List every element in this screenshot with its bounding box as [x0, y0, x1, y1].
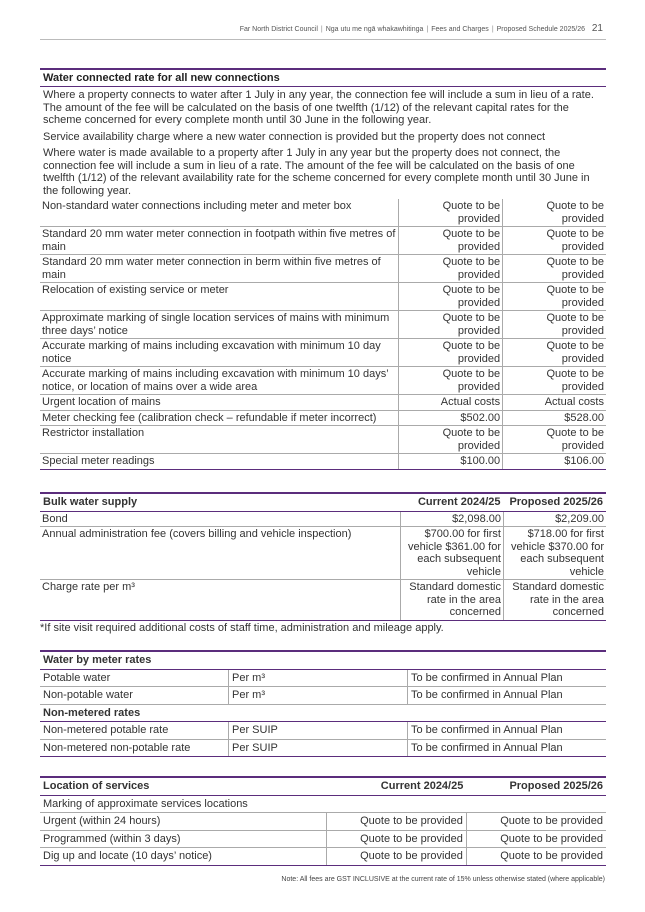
- fee-item: Standard 20 mm water meter connection in footpath within five metres of main: [40, 227, 399, 255]
- fee-item: Meter checking fee (calibration check – refundable if meter incorrect): [40, 410, 399, 426]
- proposed-fee: Quote to be provided: [466, 830, 606, 848]
- rate-unit: Per SUIP: [229, 739, 408, 757]
- proposed-fee: Quote to be provided: [466, 848, 606, 866]
- rate-unit: Per SUIP: [229, 722, 408, 740]
- table-row: [40, 283, 606, 311]
- subsection-row: [40, 704, 606, 722]
- table-row: [40, 527, 606, 580]
- proposed-fee: Quote to be provided: [503, 426, 606, 454]
- table-row: [40, 687, 606, 705]
- table-row: [40, 511, 606, 527]
- table-row: [40, 227, 606, 255]
- column-header: Location of services: [40, 777, 326, 795]
- fee-item: Bond: [40, 511, 401, 527]
- table-row: [40, 410, 606, 426]
- column-header: Proposed 2025/26: [504, 493, 607, 511]
- current-fee: Quote to be provided: [399, 426, 503, 454]
- meter-rates-table: [40, 650, 606, 757]
- header-section: Fees and Charges: [431, 26, 489, 33]
- proposed-fee: Quote to be provided: [466, 813, 606, 831]
- proposed-fee: $528.00: [503, 410, 606, 426]
- table-row: [40, 722, 606, 740]
- page-header: [0, 23, 645, 43]
- meter-rates-section: [40, 650, 606, 757]
- page-number: 21: [591, 23, 603, 34]
- table-row: [40, 199, 606, 227]
- proposed-fee: Quote to be provided: [503, 283, 606, 311]
- table-row: [40, 311, 606, 339]
- proposed-fee: Actual costs: [503, 395, 606, 411]
- rate-value: To be confirmed in Annual Plan: [408, 669, 607, 687]
- bulk-water-section: [40, 492, 606, 621]
- fee-item: Accurate marking of mains including excavation with minimum 10 day notice: [40, 339, 399, 367]
- paragraph: Where a property connects to water after 1 July in any year, the connection fee will include a sum in lieu of a rate. The amount of the fee will be calculated on the basis of one twelfth (1/12) of the relevant capital rates for the scheme concerned for every complete month until 30 June in the following year.: [43, 89, 594, 126]
- fee-item: Charge rate per m³: [40, 580, 401, 621]
- proposed-fee: Quote to be provided: [503, 255, 606, 283]
- column-header: Bulk water supply: [40, 493, 401, 511]
- table-row: [40, 580, 606, 621]
- section-title: Water connected rate for all new connections: [40, 68, 606, 87]
- rate-value: To be confirmed in Annual Plan: [408, 687, 607, 705]
- column-header: Current 2024/25: [326, 777, 466, 795]
- paragraph: Where water is made available to a property after 1 July in any year but the property does not connect, the connection fee will include a sum in lieu of a rate. The amount of the fee will be calculated on the basis of one twelfth (1/12) of the relevant availability rate for the scheme concerned for every complete month until 30 June in the following year.: [43, 147, 590, 197]
- table-row: [40, 739, 606, 757]
- current-fee: $100.00: [399, 454, 503, 470]
- table-row: [40, 339, 606, 367]
- paragraph: Service availability charge where a new water connection is provided but the property does not connect: [43, 130, 546, 143]
- proposed-fee: $106.00: [503, 454, 606, 470]
- header-maori-title: Nga utu me ngā whakawhitinga: [325, 26, 424, 33]
- rate-item: Non-metered potable rate: [40, 722, 229, 740]
- table-row: [40, 848, 606, 866]
- fee-item: Restrictor installation: [40, 426, 399, 454]
- proposed-fee: Standard domestic rate in the area concerned: [504, 580, 607, 621]
- current-fee: Quote to be provided: [326, 848, 466, 866]
- header-council: Far North District Council: [239, 26, 318, 33]
- proposed-fee: Quote to be provided: [503, 311, 606, 339]
- bulk-water-table: [40, 492, 606, 621]
- table-row: [40, 255, 606, 283]
- current-fee: Quote to be provided: [399, 367, 503, 395]
- rate-value: To be confirmed in Annual Plan: [408, 722, 607, 740]
- table-row: [40, 395, 606, 411]
- proposed-fee: Quote to be provided: [503, 199, 606, 227]
- current-fee: $502.00: [399, 410, 503, 426]
- proposed-fee: Quote to be provided: [503, 339, 606, 367]
- proposed-fee: Quote to be provided: [503, 367, 606, 395]
- fee-item: Urgent location of mains: [40, 395, 399, 411]
- service-item: Programmed (within 3 days): [40, 830, 326, 848]
- table-row: [40, 669, 606, 687]
- column-header: Current 2024/25: [401, 493, 504, 511]
- column-header: Proposed 2025/26: [466, 777, 606, 795]
- fee-item: Special meter readings: [40, 454, 399, 470]
- rate-item: Non-potable water: [40, 687, 229, 705]
- table-row: [40, 426, 606, 454]
- section-title: Water by meter rates: [40, 651, 606, 669]
- current-fee: Quote to be provided: [399, 255, 503, 283]
- water-connection-fees-table: [40, 199, 606, 470]
- rate-unit: Per m³: [229, 687, 408, 705]
- fee-item: Accurate marking of mains including excavation with minimum 10 days’ notice, or location of mains over a wide area: [40, 367, 399, 395]
- current-fee: Quote to be provided: [399, 227, 503, 255]
- table-row: [40, 830, 606, 848]
- bulk-water-footnote: *If site visit required additional costs of staff time, administration and mileage apply.: [40, 622, 444, 634]
- table-row: [40, 367, 606, 395]
- current-fee: Standard domestic rate in the area concerned: [401, 580, 504, 621]
- current-fee: Quote to be provided: [399, 339, 503, 367]
- fee-item: Non-standard water connections including meter and meter box: [40, 199, 399, 227]
- current-fee: Quote to be provided: [399, 283, 503, 311]
- gst-note: Note: All fees are GST INCLUSIVE at the current rate of 15% unless otherwise stated (where applicable): [281, 876, 605, 883]
- subsection-title: Non-metered rates: [40, 704, 606, 722]
- fee-item: Annual administration fee (covers billing and vehicle inspection): [40, 527, 401, 580]
- fee-item: Approximate marking of single location services of mains with minimum three days’ notice: [40, 311, 399, 339]
- rate-item: Non-metered non-potable rate: [40, 739, 229, 757]
- fee-item: Standard 20 mm water meter connection in berm within five metres of main: [40, 255, 399, 283]
- water-connected-section: [40, 68, 606, 470]
- current-fee: Quote to be provided: [326, 830, 466, 848]
- proposed-fee: $718.00 for first vehicle $370.00 for each subsequent vehicle: [504, 527, 607, 580]
- current-fee: Actual costs: [399, 395, 503, 411]
- current-fee: $2,098.00: [401, 511, 504, 527]
- service-item: Urgent (within 24 hours): [40, 813, 326, 831]
- location-services-table: [40, 776, 606, 866]
- rate-unit: Per m³: [229, 669, 408, 687]
- header-breadcrumb: Far North District Council | Nga utu me ngā whakawhitinga | Fees and Charges | Proposed Schedule 2025/26: [239, 26, 585, 33]
- current-fee: Quote to be provided: [326, 813, 466, 831]
- table-row: [40, 454, 606, 470]
- proposed-fee: Quote to be provided: [503, 227, 606, 255]
- header-divider: [40, 39, 606, 40]
- current-fee: $700.00 for first vehicle $361.00 for each subsequent vehicle: [401, 527, 504, 580]
- rate-value: To be confirmed in Annual Plan: [408, 739, 607, 757]
- proposed-fee: $2,209.00: [504, 511, 607, 527]
- service-item: Dig up and locate (10 days’ notice): [40, 848, 326, 866]
- location-services-section: [40, 776, 606, 866]
- fee-item: Relocation of existing service or meter: [40, 283, 399, 311]
- header-schedule: Proposed Schedule 2025/26: [496, 26, 585, 33]
- current-fee: Quote to be provided: [399, 311, 503, 339]
- subheading-row: [40, 795, 606, 813]
- table-row: [40, 813, 606, 831]
- subheading: Marking of approximate services locations: [40, 795, 606, 813]
- current-fee: Quote to be provided: [399, 199, 503, 227]
- rate-item: Potable water: [40, 669, 229, 687]
